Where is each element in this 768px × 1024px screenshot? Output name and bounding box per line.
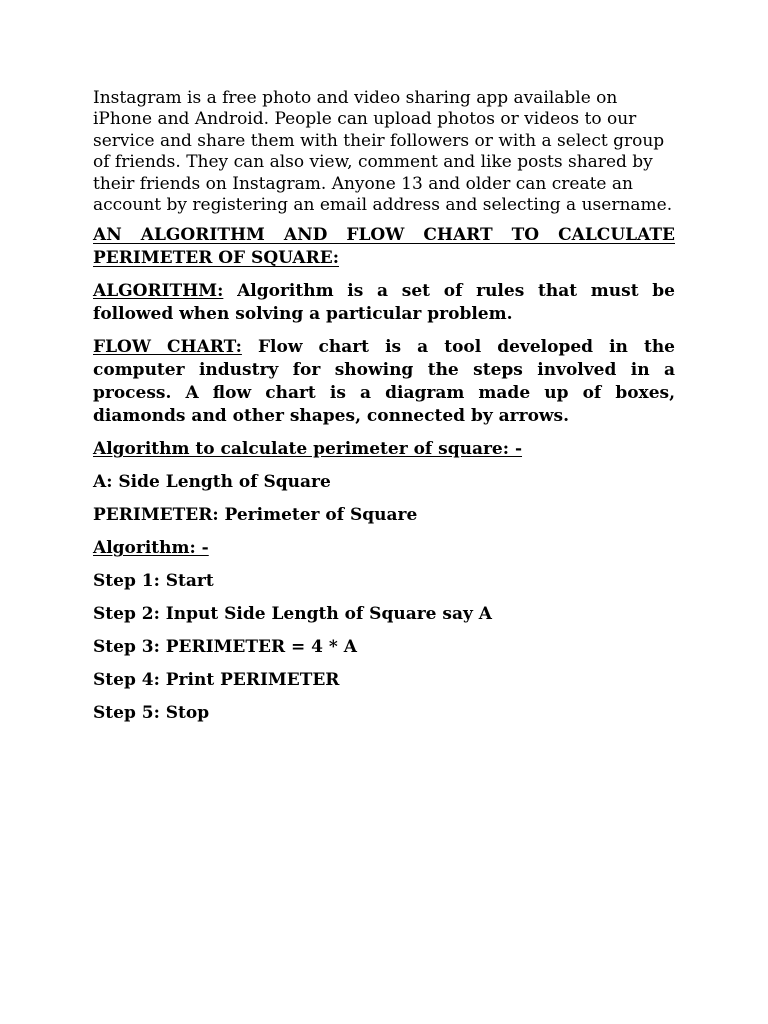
variable-a: A: Side Length of Square: [93, 472, 331, 493]
step-1: Step 1: Start: [93, 571, 214, 592]
flowchart-definition: [93, 336, 675, 428]
section-heading: AN ALGORITHM AND FLOW CHART TO CALCULATE PERIMETER OF SQUARE:: [93, 225, 675, 269]
step-5: Step 5: Stop: [93, 703, 210, 724]
document-page: [93, 88, 675, 735]
intro-paragraph: Instagram is a free photo and video sharing app available on iPhone and Android. People can upload photos or videos to our service and share them with their followers or with a select group of friends. They can also view, comment and like posts shared by their friends on Instagram. Anyone 13 and older can create an account by registering an email address and selecting a username.: [93, 88, 673, 216]
step-3: Step 3: PERIMETER = 4 * A: [93, 637, 357, 658]
algorithm-subheading: Algorithm to calculate perimeter of square: -: [93, 439, 523, 460]
algorithm-definition-text: Algorithm is a set of rules that must be followed when solving a particular problem.: [93, 281, 675, 325]
algorithm-term: ALGORITHM:: [93, 281, 224, 302]
step-2: Step 2: Input Side Length of Square say A: [93, 604, 492, 625]
algorithm-definition: [93, 280, 675, 326]
step-4: Step 4: Print PERIMETER: [93, 670, 340, 691]
algorithm-label: Algorithm: -: [93, 538, 209, 559]
flowchart-term: FLOW CHART:: [93, 337, 242, 358]
variable-perimeter: PERIMETER: Perimeter of Square: [93, 505, 418, 526]
flowchart-definition-text: Flow chart is a tool developed in the computer industry for showing the steps involved in a process. A flow chart is a diagram made up of boxes, diamonds and other shapes, connected by arrows.: [93, 337, 675, 427]
